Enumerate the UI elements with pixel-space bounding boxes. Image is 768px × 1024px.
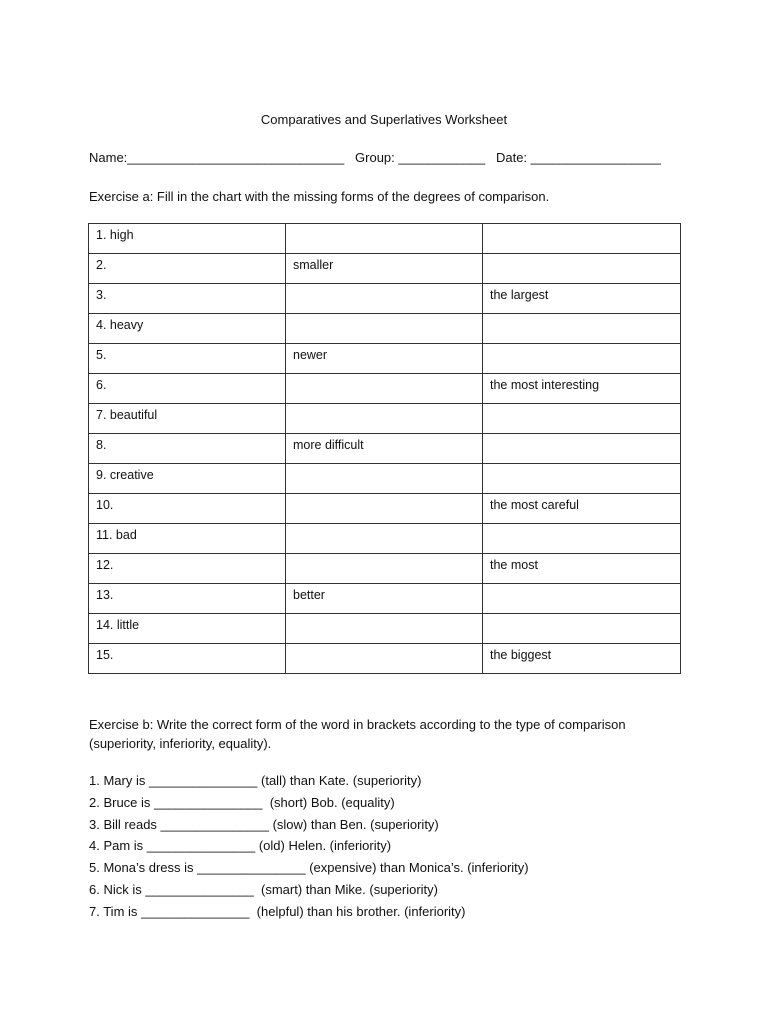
comparative-cell bbox=[286, 644, 483, 674]
superlative-cell: the most careful bbox=[483, 494, 681, 524]
comparative-cell bbox=[286, 464, 483, 494]
exercise-b-sentence: 4. Pam is _______________ (old) Helen. (inferiority) bbox=[89, 838, 392, 854]
positive-cell: 3. bbox=[89, 284, 286, 314]
chart-row bbox=[89, 404, 681, 434]
exercise-b-sentence: 3. Bill reads _______________ (slow) than Ben. (superiority) bbox=[89, 816, 439, 832]
superlative-cell bbox=[483, 314, 681, 344]
chart-row bbox=[89, 254, 681, 284]
exercise-b-sentence: 7. Tim is _______________ (helpful) than his brother. (inferiority) bbox=[89, 903, 466, 919]
superlative-cell: the biggest bbox=[483, 644, 681, 674]
superlative-cell bbox=[483, 254, 681, 284]
comparative-cell: smaller bbox=[286, 254, 483, 284]
exercise-a-instruction: Exercise a: Fill in the chart with the missing forms of the degrees of comparison. bbox=[89, 189, 550, 204]
comparative-cell bbox=[286, 374, 483, 404]
comparative-cell: more difficult bbox=[286, 434, 483, 464]
superlative-cell bbox=[483, 344, 681, 374]
positive-cell: 10. bbox=[89, 494, 286, 524]
exercise-b-sentence: 5. Mona’s dress is _______________ (expensive) than Monica’s. (inferiority) bbox=[89, 860, 529, 876]
chart-row bbox=[89, 284, 681, 314]
exercise-b-sentence: 1. Mary is _______________ (tall) than Kate. (superiority) bbox=[89, 773, 422, 788]
positive-cell: 11. bad bbox=[89, 524, 286, 554]
chart-row bbox=[89, 614, 681, 644]
positive-cell: 7. beautiful bbox=[89, 404, 286, 434]
chart-row bbox=[89, 314, 681, 344]
comparison-chart bbox=[88, 223, 681, 674]
comparative-cell bbox=[286, 224, 483, 254]
comparative-cell bbox=[286, 314, 483, 344]
comparative-cell bbox=[286, 494, 483, 524]
chart-row bbox=[89, 494, 681, 524]
chart-row bbox=[89, 224, 681, 254]
comparative-cell bbox=[286, 614, 483, 644]
positive-cell: 13. bbox=[89, 584, 286, 614]
positive-cell: 8. bbox=[89, 434, 286, 464]
comparative-cell bbox=[286, 554, 483, 584]
exercise-b-sentence: 2. Bruce is _______________ (short) Bob. (equality) bbox=[89, 794, 395, 810]
exercise-b-instruction: Exercise b: Write the correct form of the word in brackets according to the type of comparison (superiority, inferiority, equality). bbox=[89, 717, 626, 751]
worksheet-title: Comparatives and Superlatives Worksheet bbox=[260, 112, 508, 127]
positive-cell: 5. bbox=[89, 344, 286, 374]
positive-cell: 15. bbox=[89, 644, 286, 674]
chart-row bbox=[89, 344, 681, 374]
chart-row bbox=[89, 554, 681, 584]
chart-row bbox=[89, 374, 681, 404]
superlative-cell bbox=[483, 614, 681, 644]
superlative-cell bbox=[483, 524, 681, 554]
comparison-chart-body bbox=[89, 224, 681, 674]
chart-row bbox=[89, 644, 681, 674]
superlative-cell bbox=[483, 224, 681, 254]
positive-cell: 4. heavy bbox=[89, 314, 286, 344]
superlative-cell bbox=[483, 464, 681, 494]
comparative-cell bbox=[286, 524, 483, 554]
chart-row bbox=[89, 584, 681, 614]
superlative-cell bbox=[483, 584, 681, 614]
superlative-cell bbox=[483, 434, 681, 464]
positive-cell: 6. bbox=[89, 374, 286, 404]
comparative-cell: better bbox=[286, 584, 483, 614]
chart-row bbox=[89, 434, 681, 464]
chart-row bbox=[89, 464, 681, 494]
positive-cell: 2. bbox=[89, 254, 286, 284]
comparative-cell bbox=[286, 404, 483, 434]
comparative-cell bbox=[286, 284, 483, 314]
positive-cell: 9. creative bbox=[89, 464, 286, 494]
positive-cell: 12. bbox=[89, 554, 286, 584]
superlative-cell bbox=[483, 404, 681, 434]
superlative-cell: the most bbox=[483, 554, 681, 584]
comparative-cell: newer bbox=[286, 344, 483, 374]
positive-cell: 14. little bbox=[89, 614, 286, 644]
superlative-cell: the largest bbox=[483, 284, 681, 314]
exercise-b-sentence: 6. Nick is _______________ (smart) than Mike. (superiority) bbox=[89, 881, 438, 897]
chart-row bbox=[89, 524, 681, 554]
superlative-cell: the most interesting bbox=[483, 374, 681, 404]
positive-cell: 1. high bbox=[89, 224, 286, 254]
student-info-line: Name:______________________________ Group: ____________ Date: __________________ bbox=[89, 150, 661, 165]
exercise-b-sentences bbox=[89, 772, 689, 925]
